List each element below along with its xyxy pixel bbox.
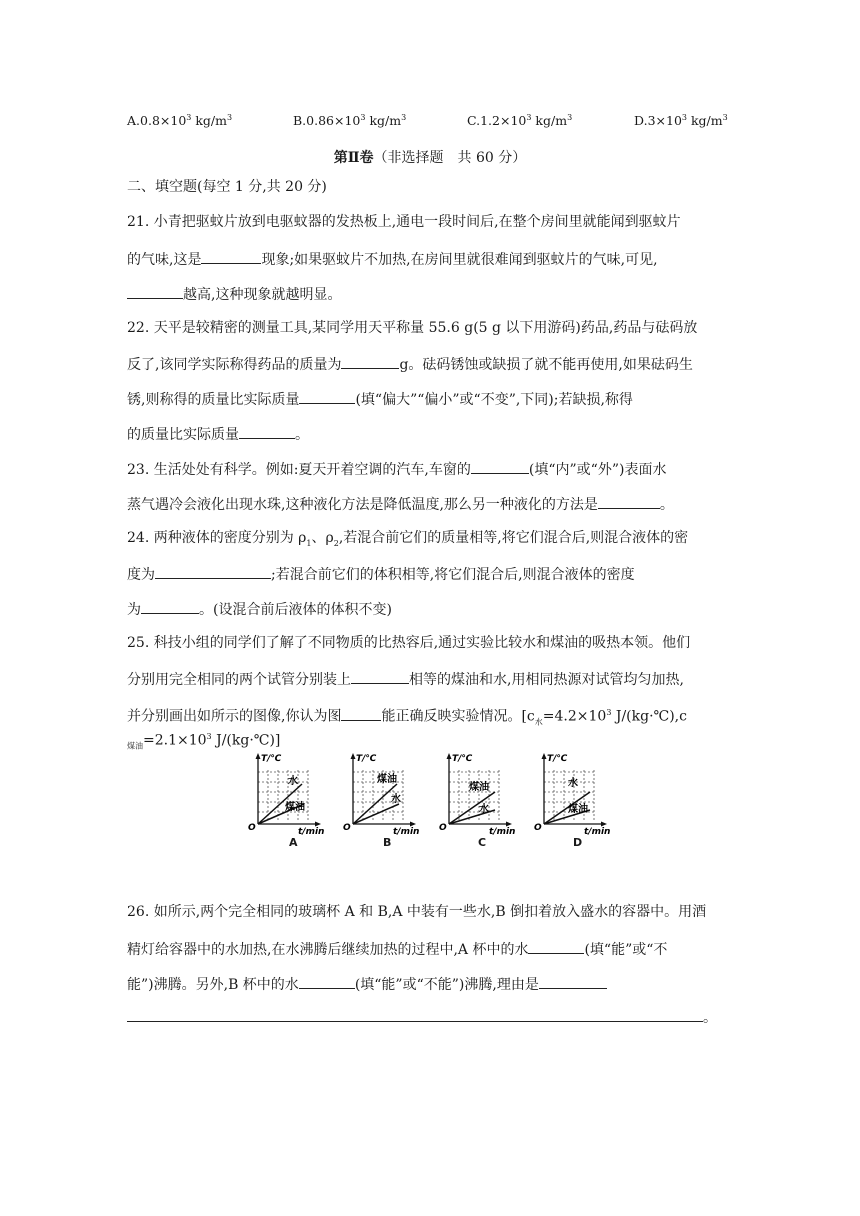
curve-label-bottom: 水 (391, 794, 401, 805)
q23-line1: 23. 生活处处有科学。例如:夏天开着空调的汽车,车窗的 (填“内”或“外”)表面水 (127, 459, 666, 479)
option-a: $A.0.8\times 10^3$ $kg/m^3$ (127, 113, 233, 129)
graph-panel-c (439, 752, 523, 837)
q21-line1: 21. 小青把驱蚊片放到电驱蚊器的发热板上,通电一段时间后,在整个房间里就能闻到驱蚊片 (127, 214, 681, 230)
q25-line4: $_{煤油}=2.1\times 10^3$ J/(kg·℃)] (127, 732, 281, 751)
answer-blank[interactable] (141, 599, 199, 614)
panel-letter-b: B (383, 836, 392, 849)
curve-label-top: 水 (568, 778, 578, 789)
x-axis-label: t/min (298, 827, 325, 837)
origin-label: O (534, 823, 542, 833)
graph-panel-b (343, 752, 427, 837)
q21-line3: 越高,这种现象就越明显。 (127, 284, 341, 304)
q22-line1: 22. 天平是较精密的测量工具,某同学用天平称量 55.6 g(5 g 以下用游码)药品,药品与砝码放 (127, 320, 698, 336)
option-c: $C.1.2\times 10^3$ $kg/m^3$ (467, 113, 573, 129)
x-axis-label: t/min (393, 827, 420, 837)
answer-blank[interactable] (299, 974, 355, 989)
q21-line2: 的气味,这是 现象;如果驱蚊片不加热,在房间里就很难闻到驱蚊片的气味,可见, (127, 249, 658, 269)
answer-blank[interactable] (239, 424, 295, 439)
answer-blank[interactable] (127, 284, 183, 299)
y-axis-label: T/℃ (261, 754, 282, 764)
answer-blank[interactable] (539, 974, 607, 989)
answer-blank[interactable] (155, 564, 271, 579)
panel-letter-d: D (573, 836, 583, 849)
answer-blank[interactable] (471, 459, 529, 474)
x-axis-label: t/min (489, 827, 516, 837)
panel-letter-c: C (478, 836, 487, 849)
curve-label-bottom: 水 (479, 804, 489, 815)
q24-line2: 度为 ;若混合前它们的体积相等,将它们混合后,则混合液体的密度 (127, 564, 635, 584)
q23-line2: 蒸气遇冷会液化出现水珠,这种液化方法是降低温度,那么另一种液化的方法是 。 (127, 494, 674, 514)
curve-label-bottom: 煤油 (285, 802, 305, 813)
section-title: 第Ⅱ卷（非选择题 共 60 分） (333, 150, 527, 166)
option-b: $B.0.86\times 10^3$ $kg/m^3$ (293, 113, 407, 129)
origin-label: O (248, 823, 256, 833)
y-axis-label: T/℃ (356, 754, 377, 764)
q26-line3: 能”)沸腾。另外,B 杯中的水 (填“能”或“不能”)沸腾,理由是 (127, 974, 607, 994)
answer-blank[interactable] (127, 1007, 703, 1022)
origin-label: O (439, 823, 447, 833)
panel-letter-a: A (289, 836, 298, 849)
origin-label: O (343, 823, 351, 833)
y-axis-label: T/℃ (547, 754, 568, 764)
curve-label-top: 水 (288, 776, 298, 787)
q24-line3: 为 。(设混合前后液体的体积不变) (127, 599, 392, 619)
q25-line1: 25. 科技小组的同学们了解了不同物质的比热容后,通过实验比较水和煤油的吸热本领。他们 (127, 635, 691, 651)
answer-blank[interactable] (598, 494, 660, 509)
q26-line4: 。 (127, 1007, 717, 1027)
q22-line2: 反了,该同学实际称得药品的质量为 g。砝码锈蚀或缺损了就不能再使用,如果砝码生 (127, 354, 693, 374)
graph-panel-a (248, 752, 332, 837)
graph-panel-d (534, 752, 618, 837)
y-axis-label: T/℃ (452, 754, 473, 764)
q25-line2: 分别用完全相同的两个试管分别装上 相等的煤油和水,用相同热源对试管均匀加热, (127, 669, 684, 689)
answer-blank[interactable] (341, 706, 381, 721)
q26-line1: 26. 如所示,两个完全相同的玻璃杯 A 和 B,A 中装有一些水,B 倒扣着放入盛水的容器中。用酒 (127, 904, 707, 920)
q26-line2: 精灯给容器中的水加热,在水沸腾后继续加热的过程中,A 杯中的水 (填“能”或“不 (127, 939, 667, 959)
q22-line3: 锈,则称得的质量比实际质量 (填“偏大”“偏小”或“不变”,下同);若缺损,称得 (127, 389, 633, 409)
answer-blank[interactable] (341, 354, 399, 369)
answer-blank[interactable] (351, 669, 409, 684)
part-header: 二、填空题(每空 1 分,共 20 分) (127, 179, 327, 195)
curve-label-bottom: 煤油 (568, 804, 588, 815)
answer-blank[interactable] (528, 939, 584, 954)
q24-line1: 24. 两种液体的密度分别为 $\rho_1$、$\rho_2$,若混合前它们的质量相等,将它们混合后,则混合液体的密 (127, 530, 689, 548)
curve-label-top: 煤油 (469, 782, 489, 793)
answer-blank[interactable] (201, 249, 261, 264)
x-axis-label: t/min (584, 827, 611, 837)
q22-line4: 的质量比实际质量 。 (127, 424, 309, 444)
curve-label-top: 煤油 (377, 774, 397, 785)
q25-line3: 并分别画出如所示的图像,你认为图 能正确反映实验情况。[$c_水=4.2\times 10^3$ J/(kg·℃),c (127, 704, 687, 731)
option-d: $D.3\times 10^3$ $kg/m^3$ (634, 113, 728, 129)
answer-blank[interactable] (299, 389, 355, 404)
